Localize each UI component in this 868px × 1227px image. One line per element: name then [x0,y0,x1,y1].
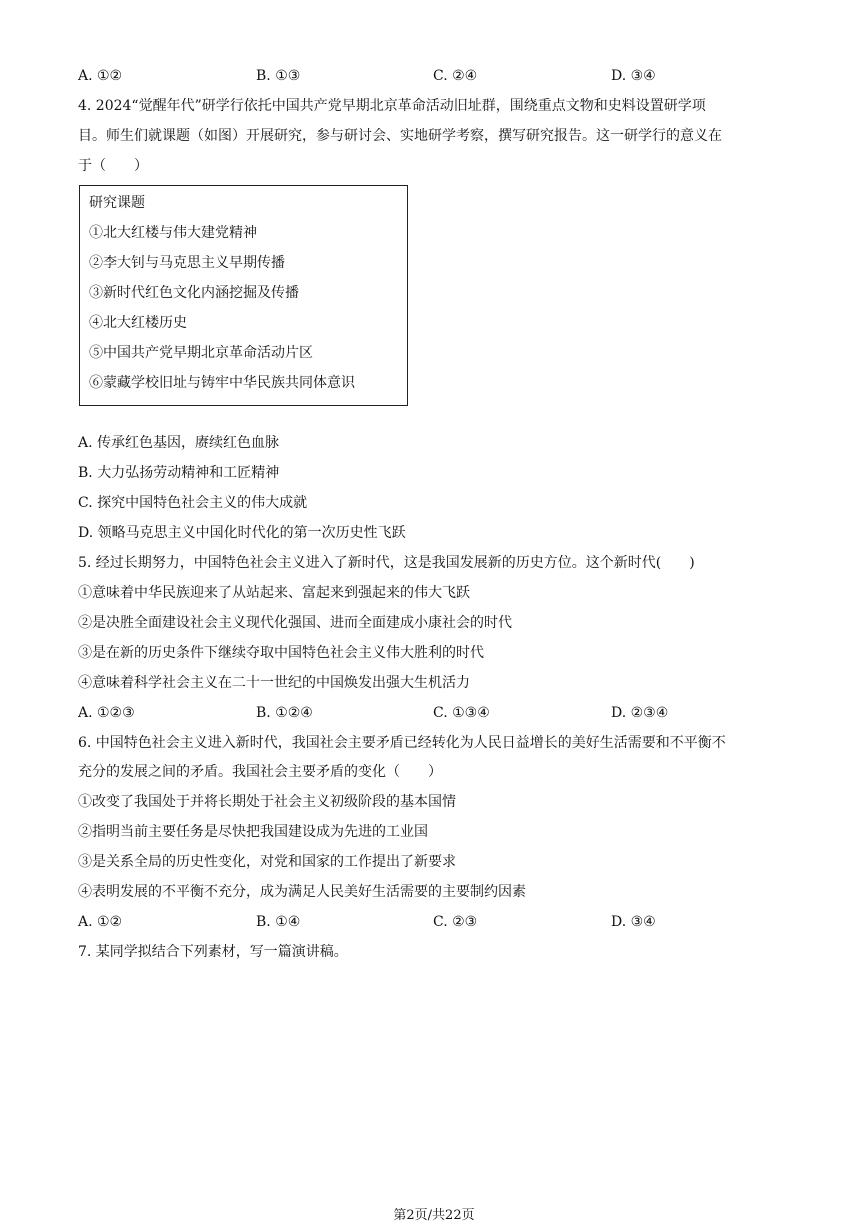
page-number-footer: 第2页/共22页 [393,1208,475,1223]
q4-stem-line-1: 4. 2024“觉醒年代”研学行依托中国共产党早期北京革命活动旧址群，围绕重点文物和史料设置研学项 [78,98,706,114]
research-topics-box [79,185,408,406]
q6-statement-3: ③是关系全局的历史性变化，对党和国家的工作提出了新要求 [78,854,456,870]
q5-option-d[interactable]: D. ②③④ [611,705,669,721]
research-topic-item: ⑤中国共产党早期北京革命活动片区 [89,345,313,361]
q6-statement-1: ①改变了我国处于并将长期处于社会主义初级阶段的基本国情 [78,794,456,810]
q5-option-b[interactable]: B. ①②④ [256,705,313,721]
q5-option-c[interactable]: C. ①③④ [433,705,490,721]
q5-stem-line-1: 5. 经过长期努力，中国特色社会主义进入了新时代，这是我国发展新的历史方位。这个新时代( ) [78,555,695,571]
q3-option-a[interactable]: A. ①② [78,68,123,84]
q3-option-b[interactable]: B. ①③ [256,68,301,84]
q6-option-d[interactable]: D. ③④ [611,914,656,930]
research-topic-item: ①北大红楼与伟大建党精神 [89,225,257,241]
q6-stem-line-1: 6. 中国特色社会主义进入新时代，我国社会主要矛盾已经转化为人民日益增长的美好生活需要和不平衡不 [78,735,726,751]
q4-option-c[interactable]: C. 探究中国特色社会主义的伟大成就 [78,495,308,511]
q7-stem-line-1: 7. 某同学拟结合下列素材，写一篇演讲稿。 [78,944,348,960]
research-topics-title: 研究课题 [89,195,145,211]
q4-stem-line-2: 目。师生们就课题（如图）开展研究，参与研讨会、实地研学考察，撰写研究报告。这一研学行的意义在 [78,128,722,144]
q4-option-d[interactable]: D. 领略马克思主义中国化时代化的第一次历史性飞跃 [78,525,406,541]
research-topic-item: ③新时代红色文化内涵挖掘及传播 [89,285,299,301]
q6-options [78,912,798,932]
q6-statement-2: ②指明当前主要任务是尽快把我国建设成为先进的工业国 [78,824,428,840]
q5-option-a[interactable]: A. ①②③ [78,705,135,721]
q5-statement-1: ①意味着中华民族迎来了从站起来、富起来到强起来的伟大飞跃 [78,585,470,601]
q4-stem-line-3: 于（ ） [78,158,148,174]
q6-option-a[interactable]: A. ①② [78,914,123,930]
q4-option-a[interactable]: A. 传承红色基因，赓续红色血脉 [78,435,280,451]
q3-option-d[interactable]: D. ③④ [611,68,656,84]
q3-option-c[interactable]: C. ②④ [433,68,478,84]
q6-statement-4: ④表明发展的不平衡不充分，成为满足人民美好生活需要的主要制约因素 [78,884,526,900]
research-topic-item: ②李大钊与马克思主义早期传播 [89,255,285,271]
q3-options [78,66,798,86]
research-topic-item: ⑥蒙藏学校旧址与铸牢中华民族共同体意识 [89,375,355,391]
research-topic-item: ④北大红楼历史 [89,315,187,331]
q5-statement-4: ④意味着科学社会主义在二十一世纪的中国焕发出强大生机活力 [78,675,470,691]
q6-stem-line-2: 充分的发展之间的矛盾。我国社会主要矛盾的变化（ ） [78,764,442,780]
q6-option-c[interactable]: C. ②③ [433,914,478,930]
q6-option-b[interactable]: B. ①④ [256,914,301,930]
q5-statement-2: ②是决胜全面建设社会主义现代化强国、进而全面建成小康社会的时代 [78,615,512,631]
q5-statement-3: ③是在新的历史条件下继续夺取中国特色社会主义伟大胜利的时代 [78,645,484,661]
q4-option-b[interactable]: B. 大力弘扬劳动精神和工匠精神 [78,465,280,481]
q5-options [78,703,798,723]
